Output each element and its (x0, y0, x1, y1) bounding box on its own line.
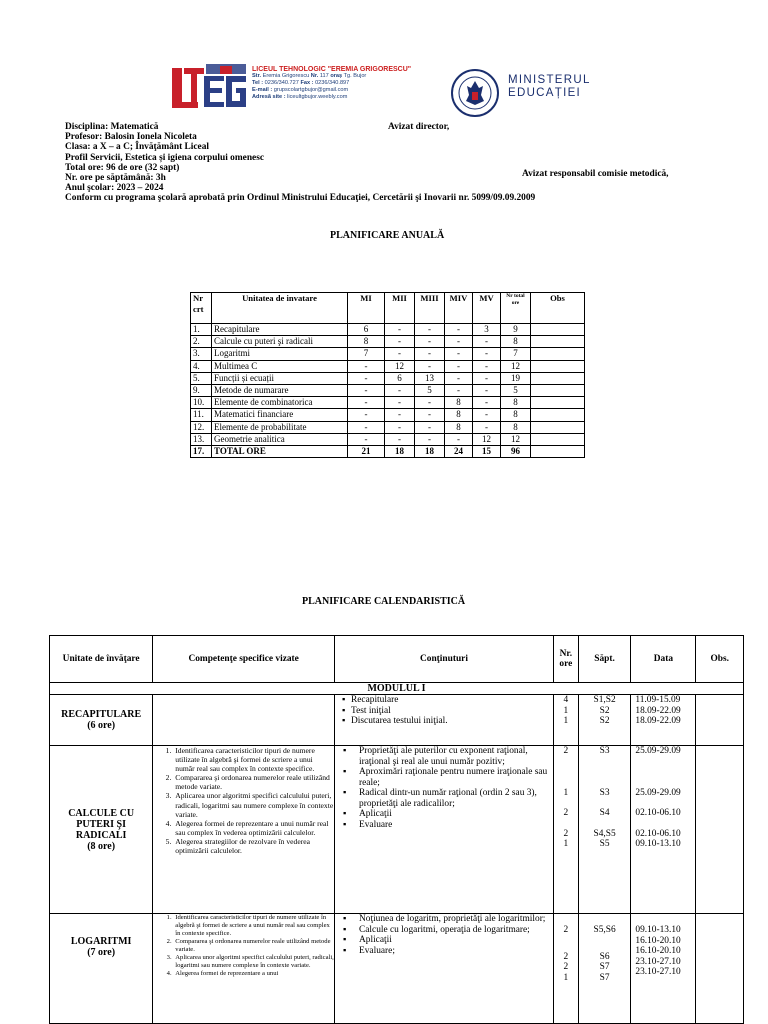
value-cell: - (445, 360, 473, 372)
value-cell: - (385, 384, 415, 396)
value-cell (531, 336, 585, 348)
annual-header-row (191, 293, 585, 324)
value-cell: - (445, 384, 473, 396)
value-cell: - (348, 433, 385, 445)
profil: Profil Servicii, Estetica și igiena corpului omenesc (65, 152, 265, 163)
value-cell: - (473, 421, 501, 433)
value-cell: - (415, 409, 445, 421)
competence-item: 2. Compararea şi ordonarea numerelor reale utilizând metode variate. (173, 938, 334, 954)
value-cell: 5 (501, 384, 531, 396)
conform-programa: Conform cu programa şcolară aprobată prin Ordinul Ministrului Educaţiei, Cercetării şi Inovarii nr. 5099/09.09.2009 (65, 193, 536, 204)
competence-item: 4. Alegerea formei de reprezentare a unui număr real sau complex în vederea optimizării calculelor. (173, 819, 334, 837)
competence-item: 3. Aplicarea unor algoritmi specifici calculului puteri, radicali, logaritmi sau numere complexe în contexte variate. (173, 954, 334, 970)
annual-row (191, 421, 585, 433)
value-cell: 12 (501, 433, 531, 445)
value-cell: - (415, 421, 445, 433)
value-cell (531, 397, 585, 409)
value-cell: - (348, 384, 385, 396)
annual-row (191, 384, 585, 396)
value-cell: - (415, 348, 445, 360)
value-cell: - (385, 421, 415, 433)
value-cell: 96 (501, 445, 531, 457)
competente-cell (153, 914, 335, 1024)
competence-item: 2. Compararea şi ordonarea numerelor reale utilizând metode variate. (173, 773, 334, 791)
value-cell (531, 433, 585, 445)
content-item: ▪ Test iniţial (351, 706, 553, 717)
value-cell: - (473, 372, 501, 384)
annual-row (191, 348, 585, 360)
annual-row (191, 360, 585, 372)
content-item: ▪ Evaluare (359, 820, 553, 831)
unit-row-recapitulare (50, 695, 744, 746)
value-cell: - (415, 433, 445, 445)
value-cell: - (385, 433, 415, 445)
annual-row (191, 409, 585, 421)
value-cell: - (415, 397, 445, 409)
unit-name-cell: Logaritmi (212, 348, 348, 360)
value-cell: 24 (445, 445, 473, 457)
col-header: Unitatea de invatare (212, 293, 348, 324)
value-cell: - (348, 372, 385, 384)
col-header-continuturi: Conţinuturi (335, 636, 554, 683)
value-cell: 12 (385, 360, 415, 372)
col-header: MIV (445, 293, 473, 324)
obs-cell (696, 746, 744, 914)
content-item: ▪ Evaluare; (359, 946, 553, 957)
value-cell: 3 (473, 324, 501, 336)
profesor: Profesor: Balosin Ionela Nicoleta (65, 132, 197, 143)
value-cell: - (445, 336, 473, 348)
col-header: MIII (415, 293, 445, 324)
value-cell: - (445, 372, 473, 384)
value-cell: - (385, 336, 415, 348)
value-cell: - (385, 409, 415, 421)
value-cell: - (473, 336, 501, 348)
value-cell: 8 (445, 421, 473, 433)
competente-cell (153, 695, 335, 746)
continuturi-cell (335, 695, 554, 746)
col-header-unitate: Unitate de învăţare (50, 636, 153, 683)
value-cell: - (348, 409, 385, 421)
school-contact-block (252, 66, 447, 101)
data-cell: 09.10-13.10 16.10-20.10 16.10-20.10 23.10-27.10 23.10-27.10 (631, 914, 696, 1024)
content-item: ▪ Discutarea testului iniţial. (351, 716, 553, 727)
col-header-obs: Obs. (696, 636, 744, 683)
content-item: ▪ Calcule cu logaritmi, operaţia de logaritmare; (359, 925, 553, 936)
avizat-responsabil: Avizat responsabil comisie metodică, (522, 169, 669, 179)
value-cell: - (445, 348, 473, 360)
unit-recapitulare: RECAPITULARE (6 ore) (50, 695, 153, 746)
ore-saptamana: Nr. ore pe săptămână: 3h (65, 173, 166, 184)
value-cell: - (385, 397, 415, 409)
col-header-data: Data (631, 636, 696, 683)
competence-item: 1. Identificarea caracteristicilor tipuri de numere utilizate în algebră şi formei de scriere a unui număr real sau complex în contexte specifice. (173, 746, 334, 773)
value-cell (531, 348, 585, 360)
value-cell: 8 (501, 409, 531, 421)
content-item: ▪ Noţiunea de logaritm, proprietăţi ale logaritmilor; (359, 914, 553, 925)
competence-list (153, 746, 334, 855)
avizat-director: Avizat director, (388, 122, 450, 132)
total-ore: Total ore: 96 de ore (32 sapt) (65, 162, 180, 173)
content-item: ▪ Recapitulare (351, 695, 553, 706)
annual-plan-table (190, 292, 585, 458)
disciplina: Disciplina: Matematică (65, 122, 159, 132)
value-cell: - (473, 348, 501, 360)
unit-name-cell: Elemente de probabilitate (212, 421, 348, 433)
obs-cell (696, 914, 744, 1024)
nr-ore-cell: 2 1 2 2 1 (553, 746, 578, 914)
content-list (335, 914, 553, 956)
value-cell: 18 (415, 445, 445, 457)
value-cell: - (473, 397, 501, 409)
competence-item: 1. Identificarea caracteristicilor tipuri de numere utilizate în algebră şi formei de scriere a unui număr real sau complex în contexte specifice. (173, 914, 334, 938)
value-cell: 8 (501, 421, 531, 433)
document-info (65, 122, 535, 204)
nr-ore-cell: 2 2 2 1 (553, 914, 578, 1024)
value-cell (531, 360, 585, 372)
value-cell: 9 (501, 324, 531, 336)
value-cell: - (445, 433, 473, 445)
school-site: Adresă site : liceultgbujor.weebly.com (252, 94, 348, 100)
value-cell: - (445, 324, 473, 336)
nr-cell: 13. (191, 433, 212, 445)
unit-row-logaritmi (50, 914, 744, 1024)
value-cell: 6 (348, 324, 385, 336)
value-cell: 5 (415, 384, 445, 396)
value-cell: 8 (501, 397, 531, 409)
col-header: Nr crt (191, 293, 212, 324)
sapt-cell: S5,S6 S6 S7 S7 (578, 914, 631, 1024)
continuturi-cell (335, 914, 554, 1024)
nr-cell: 1. (191, 324, 212, 336)
nr-cell: 5. (191, 372, 212, 384)
value-cell: 12 (473, 433, 501, 445)
nr-cell: 2. (191, 336, 212, 348)
value-cell: - (348, 397, 385, 409)
value-cell (531, 445, 585, 457)
nr-cell: 4. (191, 360, 212, 372)
col-header: Obs (531, 293, 585, 324)
ministry-name: MINISTERUL EDUCAȚIEI (508, 74, 591, 99)
content-item: ▪ Aplicaţii (359, 935, 553, 946)
annual-row (191, 324, 585, 336)
unit-logaritmi: LOGARITMI (7 ore) (50, 914, 153, 1024)
value-cell: 8 (348, 336, 385, 348)
content-item: ▪ Aproximări raţionale pentru numere iraţionale sau reale; (359, 767, 553, 788)
nr-cell: 12. (191, 421, 212, 433)
value-cell: 7 (501, 348, 531, 360)
unit-name-cell: Matematici financiare (212, 409, 348, 421)
value-cell: 8 (445, 397, 473, 409)
module-row (50, 683, 744, 695)
school-name: LICEUL TEHNOLOGIC "EREMIA GRIGORESCU" (252, 66, 412, 73)
value-cell: 13 (415, 372, 445, 384)
nr-cell: 10. (191, 397, 212, 409)
nr-cell: 11. (191, 409, 212, 421)
content-item: ▪ Aplicaţii (359, 809, 553, 820)
value-cell: 8 (445, 409, 473, 421)
value-cell: - (415, 324, 445, 336)
value-cell: - (348, 360, 385, 372)
value-cell: - (473, 360, 501, 372)
content-list (335, 695, 553, 727)
competence-item: 3. Aplicarea unor algoritmi specifici calculului puteri, radicali, logaritmi sau numere complexe în contexte variate. (173, 791, 334, 818)
competence-item: 5. Alegerea strategiilor de rezolvare în vederea optimizării calculelor. (173, 837, 334, 855)
unit-name-cell: Calcule cu puteri şi radicali (212, 336, 348, 348)
unit-name-cell: Elemente de combinatorica (212, 397, 348, 409)
nr-cell: 9. (191, 384, 212, 396)
clasa: Clasa: a X – a C; Învăţământ Liceal (65, 142, 210, 153)
value-cell: 7 (348, 348, 385, 360)
nr-ore-cell: 4 1 1 (553, 695, 578, 746)
data-cell: 11.09-15.09 18.09-22.09 18.09-22.09 (631, 695, 696, 746)
value-cell (531, 409, 585, 421)
obs-cell (696, 695, 744, 746)
value-cell: 6 (385, 372, 415, 384)
value-cell: - (385, 324, 415, 336)
competente-cell (153, 746, 335, 914)
value-cell: 19 (501, 372, 531, 384)
unit-name-cell: Funcții și ecuații (212, 372, 348, 384)
calendar-plan-table (49, 635, 744, 1024)
data-cell: 25.09-29.09 25.09-29.09 02.10-06.10 02.10-06.10 09.10-13.10 (631, 746, 696, 914)
col-header: MI (348, 293, 385, 324)
value-cell: - (473, 384, 501, 396)
school-address: Str. Eremia Grigorescu Nr. 117 oraș Tg. Bujor (252, 73, 367, 79)
value-cell: 21 (348, 445, 385, 457)
value-cell: - (348, 421, 385, 433)
value-cell: - (385, 348, 415, 360)
content-list (335, 746, 553, 830)
value-cell (531, 372, 585, 384)
unit-name-cell: Multimea C (212, 360, 348, 372)
col-header-competente: Competenţe specifice vizate (153, 636, 335, 683)
unit-name-cell: Recapitulare (212, 324, 348, 336)
content-item: ▪ Proprietăţi ale puterilor cu exponent raţional, iraţional şi real ale unui număr pozitiv; (359, 746, 553, 767)
title-planificare-calendaristica: PLANIFICARE CALENDARISTICĂ (302, 596, 466, 607)
annual-total-row (191, 445, 585, 457)
annual-row (191, 397, 585, 409)
nr-cell: 17. (191, 445, 212, 457)
sapt-cell: S3 S3 S4 S4,S5 S5 (578, 746, 631, 914)
value-cell: - (415, 336, 445, 348)
unit-name-cell: TOTAL ORE (212, 445, 348, 457)
value-cell: 15 (473, 445, 501, 457)
value-cell: 8 (501, 336, 531, 348)
value-cell: - (473, 409, 501, 421)
col-header-nr-ore: Nr. ore (553, 636, 578, 683)
an-scolar: Anul şcolar: 2023 – 2024 (65, 183, 164, 194)
annual-row (191, 433, 585, 445)
title-planificare-anuala: PLANIFICARE ANUALĂ (330, 230, 445, 241)
competence-list (153, 914, 334, 978)
value-cell: - (415, 360, 445, 372)
annual-row (191, 372, 585, 384)
col-header-sapt: Săpt. (578, 636, 631, 683)
nr-cell: 3. (191, 348, 212, 360)
government-seal-icon (450, 68, 500, 118)
col-header: MV (473, 293, 501, 324)
value-cell (531, 421, 585, 433)
annual-row (191, 336, 585, 348)
value-cell: 12 (501, 360, 531, 372)
value-cell (531, 324, 585, 336)
school-logo-icon (168, 62, 250, 112)
col-header: Nr total ore (501, 293, 531, 324)
school-email: E-mail : grupscolartgbujor@gmail.com (252, 87, 349, 93)
unit-name-cell: Geometrie analitica (212, 433, 348, 445)
continuturi-cell (335, 746, 554, 914)
module-label: MODULUL I (50, 683, 744, 695)
content-item: ▪ Radical dintr-un număr raţional (ordin 2 sau 3), proprietăţi ale radicalilor; (359, 788, 553, 809)
unit-calcule-puteri-radicali: CALCULE CU PUTERI ŞI RADICALI (8 ore) (50, 746, 153, 914)
unit-row-calcule (50, 746, 744, 914)
school-phone: Tel : 0236/340.727 Fax : 0236/340.897 (252, 80, 350, 86)
value-cell (531, 384, 585, 396)
value-cell: 18 (385, 445, 415, 457)
competence-item: 4. Alegerea formei de reprezentare a unui (173, 970, 334, 978)
unit-name-cell: Metode de numarare (212, 384, 348, 396)
col-header: MII (385, 293, 415, 324)
calendar-header-row (50, 636, 744, 683)
sapt-cell: S1,S2 S2 S2 (578, 695, 631, 746)
